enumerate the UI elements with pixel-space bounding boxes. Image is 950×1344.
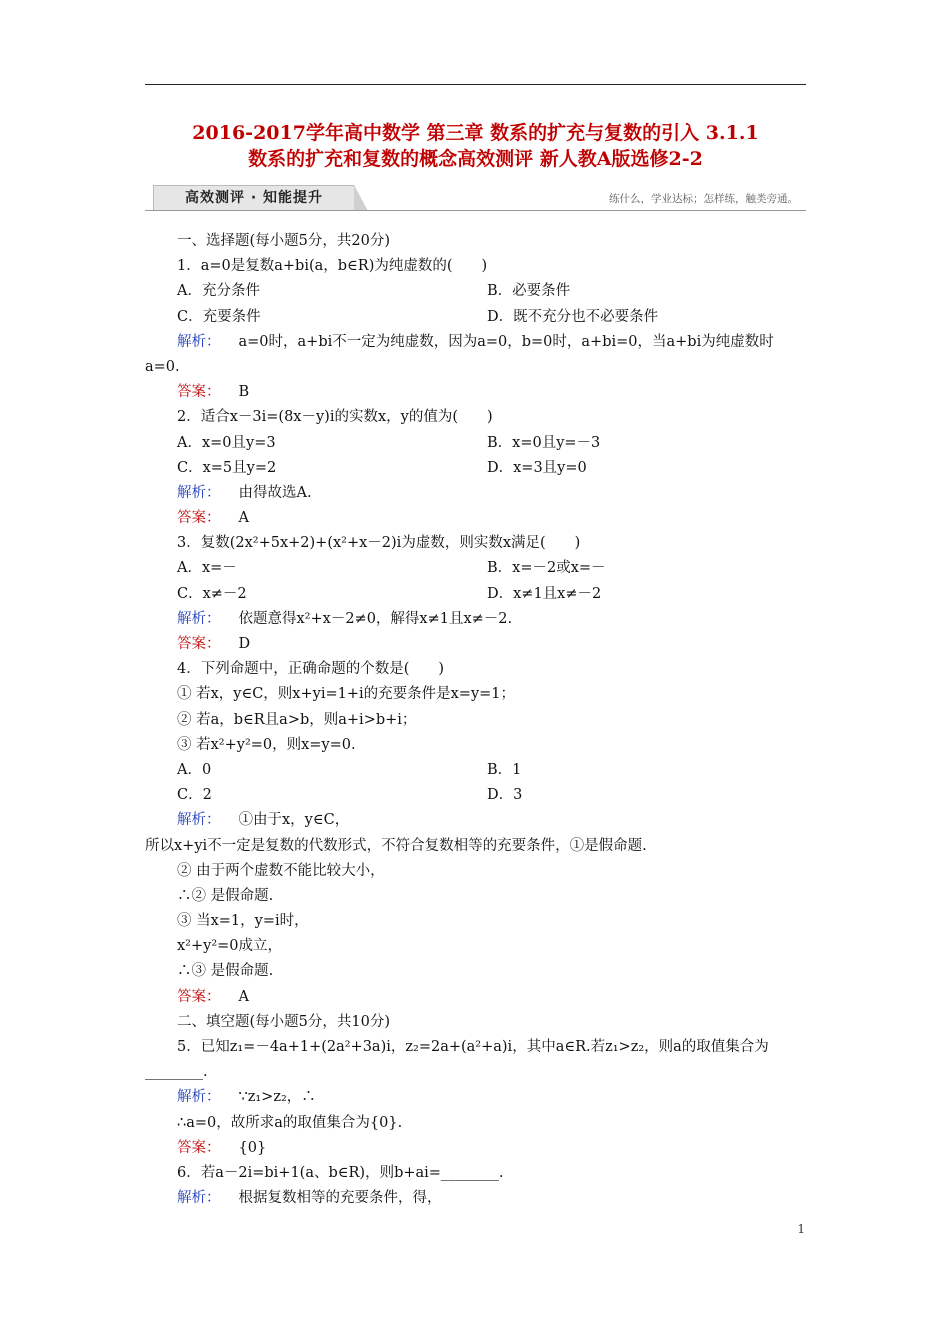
banner-rule (145, 210, 806, 211)
q2-stem: 2．适合x－3i=(8x－y)i的实数x，y的值为( ) (177, 409, 493, 426)
answer-label: 答案： (177, 1139, 221, 1156)
analysis-label: 解析： (177, 1089, 221, 1106)
q4-stem: 4．下列命题中，正确命题的个数是( ) (177, 661, 445, 678)
q4-option-b: B．1 (487, 761, 522, 778)
q5-answer-value: {0} (238, 1139, 267, 1156)
q5-analysis (145, 1085, 808, 1110)
q3-answer-value: D (238, 636, 251, 653)
q4-option-d: D．3 (487, 787, 523, 804)
q5-answer (145, 1136, 808, 1161)
q2-options-row2 (145, 456, 808, 481)
q3-answer (145, 632, 808, 657)
analysis-label: 解析： (177, 333, 221, 350)
q3-option-b: B．x=－2或x=－ (487, 560, 606, 577)
q4-analysis-line: ③ 当x=1，y=i时， (177, 913, 309, 930)
page-number: 1 (797, 1222, 805, 1236)
q1-option-c: C．充要条件 (177, 308, 261, 325)
q2-answer-value: A (238, 510, 249, 527)
q2-option-a: A．x=0且y=3 (177, 434, 276, 451)
answer-label: 答案： (177, 988, 221, 1005)
q4-analysis (145, 808, 808, 833)
answer-label: 答案： (177, 384, 221, 401)
q4-answer-value: A (238, 988, 249, 1005)
q3-analysis-text: 依题意得x²+x－2≠0，解得x≠1且x≠－2. (238, 610, 513, 627)
q2-options-row1 (145, 431, 808, 456)
analysis-label: 解析： (177, 610, 221, 627)
q1-answer (145, 380, 808, 405)
document-title (145, 120, 806, 172)
q3-options-row2 (145, 582, 808, 607)
q1-stem: 1．a=0是复数a+bi(a，b∈R)为纯虚数的( ) (177, 258, 488, 275)
analysis-label: 解析： (177, 484, 221, 501)
q2-option-b: B．x=0且y=－3 (487, 434, 601, 451)
q6-analysis (145, 1186, 808, 1211)
section-heading-1: 一、选择题(每小题5分，共20分) (177, 233, 390, 249)
q4-analysis-text: ①由于x，y∈C， (238, 812, 350, 829)
q3-analysis (145, 607, 808, 632)
q1-analysis-text: a=0时，a+bi不一定为纯虚数，因为a=0，b=0时，a+bi=0，当a+bi为纯虚数时a=0. (145, 333, 774, 375)
title-line-2: 数系的扩充和复数的概念高效测评 新人教A版选修2-2 (248, 148, 703, 170)
q4-statement-2: ② 若a，b∈R且a>b，则a+i>b+i； (177, 711, 417, 728)
q1-answer-value: B (238, 384, 250, 401)
q2-answer (145, 506, 808, 531)
q4-analysis-line: x²+y²=0成立， (177, 938, 283, 955)
q4-statement-3: ③ 若x²+y²=0，则x=y=0. (177, 736, 356, 753)
q1-analysis (145, 330, 808, 380)
q4-analysis-line: ∴③ 是假命题. (177, 963, 274, 980)
analysis-label: 解析： (177, 812, 221, 829)
q1-option-b: B．必要条件 (487, 283, 571, 300)
banner-tab (153, 185, 355, 211)
banner-tab-label: 高效测评 · 知能提升 (184, 190, 324, 206)
q4-option-c: C．2 (177, 787, 212, 804)
q5-stem: 5．已知z₁=－4a+1+(2a²+3a)i，z₂=2a+(a²+a)i，其中a∈R.若z₁>z₂，则a的取值集合为________. (145, 1039, 769, 1081)
q6-analysis-text: 根据复数相等的充要条件，得， (238, 1190, 442, 1207)
q2-option-d: D．x=3且y=0 (487, 459, 587, 476)
q5-analysis-text: ∵z₁>z₂，∴ (238, 1089, 316, 1106)
q2-analysis (145, 481, 808, 506)
q1-options-row1 (145, 279, 808, 304)
q3-option-a: A．x=－ (177, 560, 237, 577)
q4-option-a: A．0 (177, 761, 212, 778)
title-line-1: 2016-2017学年高中数学 第三章 数系的扩充与复数的引入 3.1.1 (192, 122, 759, 144)
q4-options-row1 (145, 758, 808, 783)
banner-slogan: 练什么，学业达标；怎样练，触类旁通。 (609, 193, 798, 205)
q3-option-c: C．x≠－2 (177, 585, 247, 602)
q5-analysis-line: ∴a=0，故所求a的取值集合为{0}. (177, 1114, 403, 1131)
q1-option-a: A．充分条件 (177, 283, 260, 300)
q2-option-c: C．x=5且y=2 (177, 459, 277, 476)
q4-answer (145, 985, 808, 1010)
q1-options-row2 (145, 305, 808, 330)
q4-options-row2 (145, 783, 808, 808)
q3-option-d: D．x≠1且x≠－2 (487, 585, 602, 602)
section-heading-2: 二、填空题(每小题5分，共10分) (177, 1013, 390, 1030)
q3-stem: 3．复数(2x²+5x+2)+(x²+x－2)i为虚数，则实数x满足( ) (177, 535, 581, 552)
q1-option-d: D．既不充分也不必要条件 (487, 308, 659, 325)
answer-label: 答案： (177, 510, 221, 527)
answer-label: 答案： (177, 636, 221, 653)
analysis-label: 解析： (177, 1190, 221, 1207)
q3-options-row1 (145, 556, 808, 581)
q4-statement-1: ① 若x，y∈C，则x+yi=1+i的充要条件是x=y=1； (177, 686, 516, 703)
q4-analysis-line: 所以x+yi不一定是复数的代数形式，不符合复数相等的充要条件，①是假命题. (145, 837, 647, 854)
q6-stem: 6．若a－2i=bi+1(a、b∈R)，则b+ai=________. (177, 1165, 504, 1181)
q4-analysis-line: ② 由于两个虚数不能比较大小， (177, 862, 385, 879)
document-body (145, 229, 808, 1211)
section-banner (145, 185, 806, 211)
q4-analysis-line: ∴② 是假命题. (177, 887, 274, 904)
header-rule (145, 84, 806, 85)
q2-analysis-text: 由得故选A. (238, 484, 312, 501)
